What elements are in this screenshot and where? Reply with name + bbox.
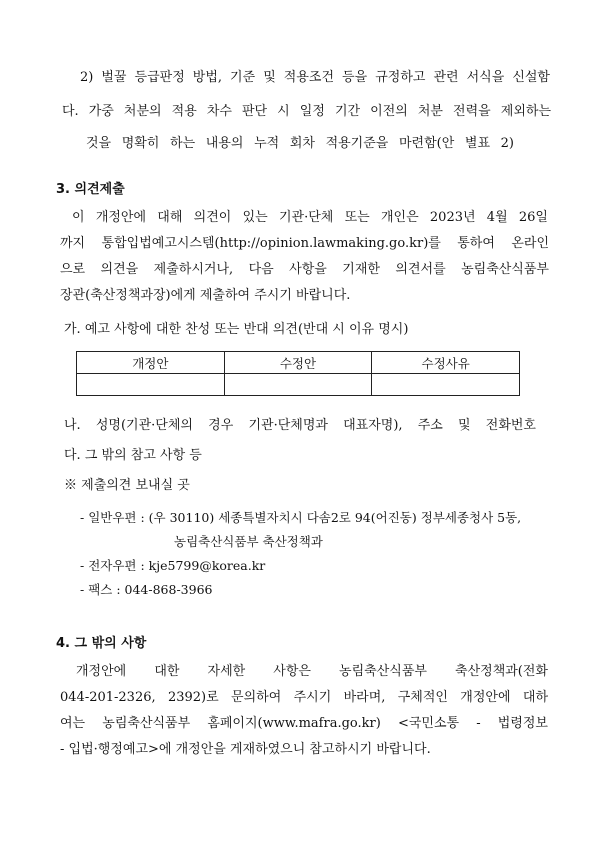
section3-para-line-1: 이 개정안에 대해 의견이 있는 기관·단체 또는 개인은 2023년 4월 26일 xyxy=(72,210,548,225)
table-cell-revised xyxy=(224,374,372,396)
section3-para-line-2: 까지 통합입법예고시스템(http://opinion.lawmaking.go.kr)를 통하여 온라인 xyxy=(60,236,549,251)
section3-para-line-4: 장관(축산정책과장)에게 제출하여 주시기 바랍니다. xyxy=(60,288,351,303)
opinion-table xyxy=(76,351,520,396)
section4-para-line-4: - 입법·행정예고>에 개정안을 게재하였으니 참고하시기 바랍니다. xyxy=(60,742,431,757)
table-header-reason: 수정사유 xyxy=(372,352,520,374)
section3-para-line-3: 으로 의견을 제출하시거나, 다음 사항을 기재한 의견서를 농림축산식품부 xyxy=(60,262,549,277)
table-header-row xyxy=(77,352,520,374)
postal-address-line-2: 농림축산식품부 축산정책과 xyxy=(174,534,323,549)
section2-item-2: 2) 벌꿀 등급판정 방법, 기준 및 적용조건 등을 규정하고 관련 서식을 신설함 xyxy=(80,70,550,85)
section2-item-da: 다. 가중 처분의 적용 차수 판단 시 일정 기간 이전의 처분 전력을 제외하는 xyxy=(62,104,551,119)
item-da: 다. 그 밖의 참고 사항 등 xyxy=(64,448,202,463)
section4-para-line-3: 여는 농림축산식품부 홈페이지(www.mafra.go.kr) <국민소통 - 법령정보 xyxy=(60,716,548,731)
email-address: - 전자우편 : kje5799@korea.kr xyxy=(80,558,266,573)
table-row xyxy=(77,374,520,396)
table-cell-current xyxy=(77,374,225,396)
table-header-current: 개정안 xyxy=(77,352,225,374)
section4-para-line-2: 044-201-2326, 2392)로 문의하여 주시기 바라며, 구체적인 개정안에 대하 xyxy=(60,690,548,705)
section2-item-da-cont: 것을 명확히 하는 내용의 누적 회차 적용기준을 마련함(안 별표 2) xyxy=(86,136,514,151)
item-na: 나. 성명(기관·단체의 경우 기관·단체명과 대표자명), 주소 및 전화번호 xyxy=(64,418,536,433)
table-cell-reason xyxy=(372,374,520,396)
submission-note: ※ 제출의견 보내실 곳 xyxy=(64,478,190,493)
section4-heading: 4. 그 밖의 사항 xyxy=(56,636,147,651)
table-header-revised: 수정안 xyxy=(224,352,372,374)
postal-address-line-1: - 일반우편 : (우 30110) 세종특별자치시 다솜2로 94(어진동) 정부세종청사 5동, xyxy=(80,510,522,525)
section3-heading: 3. 의견제출 xyxy=(56,182,125,197)
fax-number: - 팩스 : 044-868-3966 xyxy=(80,582,213,597)
item-ga: 가. 예고 사항에 대한 찬성 또는 반대 의견(반대 시 이유 명시) xyxy=(64,322,409,337)
section4-para-line-1: 개정안에 대한 자세한 사항은 농림축산식품부 축산정책과(전화 xyxy=(76,664,548,679)
